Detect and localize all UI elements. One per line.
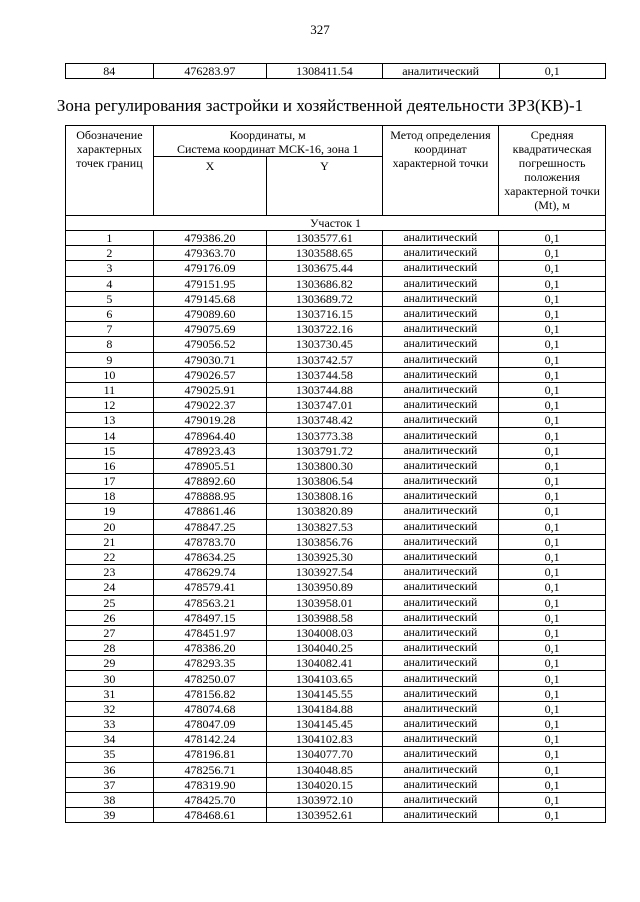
coord-y: 1303748.42 <box>267 413 382 428</box>
coord-x: 479363.70 <box>153 246 266 261</box>
coord-x: 478892.60 <box>153 474 266 489</box>
coord-x: 478563.21 <box>153 595 266 610</box>
coord-x: 478579.41 <box>153 580 266 595</box>
point-number: 37 <box>66 777 154 792</box>
method: аналитический <box>382 306 499 321</box>
point-number: 8 <box>66 337 154 352</box>
coord-x: 478319.90 <box>153 777 266 792</box>
accuracy: 0,1 <box>499 458 606 473</box>
section-title: Зона регулирования застройки и хозяйственной деятельности ЗРЗ(КВ)-1 <box>56 96 584 115</box>
coord-x: 479176.09 <box>153 261 266 276</box>
coord-y: 1304008.03 <box>267 625 382 640</box>
table-row <box>66 549 606 564</box>
coord-y: 1303927.54 <box>267 565 382 580</box>
header-y: Y <box>267 157 382 216</box>
table-row <box>66 686 606 701</box>
accuracy: 0,1 <box>499 337 606 352</box>
coord-x: 478468.61 <box>153 808 266 823</box>
table-row <box>66 732 606 747</box>
coord-x: 478888.95 <box>153 489 266 504</box>
coord-y: 1308411.54 <box>267 64 383 79</box>
table-row <box>66 413 606 428</box>
table-row <box>66 792 606 807</box>
table-row <box>66 322 606 337</box>
method: аналитический <box>382 382 499 397</box>
header-method: Метод определения координат характерной точки <box>382 126 499 216</box>
method: аналитический <box>382 246 499 261</box>
table-row <box>66 747 606 762</box>
coord-y: 1303747.01 <box>267 398 382 413</box>
accuracy: 0,1 <box>499 519 606 534</box>
table-row <box>66 625 606 640</box>
point-number: 16 <box>66 458 154 473</box>
accuracy: 0,1 <box>499 382 606 397</box>
table-row <box>66 701 606 716</box>
accuracy: 0,1 <box>499 701 606 716</box>
accuracy: 0,1 <box>499 610 606 625</box>
coord-y: 1303925.30 <box>267 549 382 564</box>
method: аналитический <box>382 413 499 428</box>
table-row <box>66 474 606 489</box>
point-number: 13 <box>66 413 154 428</box>
table-row <box>66 428 606 443</box>
accuracy: 0,1 <box>499 762 606 777</box>
coord-x: 479075.69 <box>153 322 266 337</box>
point-number: 33 <box>66 717 154 732</box>
coord-x: 479030.71 <box>153 352 266 367</box>
table-row <box>66 762 606 777</box>
coord-x: 478847.25 <box>153 519 266 534</box>
accuracy: 0,1 <box>499 777 606 792</box>
coord-x: 479019.28 <box>153 413 266 428</box>
coord-y: 1303577.61 <box>267 231 382 246</box>
coord-y: 1303588.65 <box>267 246 382 261</box>
coord-y: 1304145.45 <box>267 717 382 732</box>
table-row <box>66 580 606 595</box>
coord-y: 1303716.15 <box>267 306 382 321</box>
accuracy: 0,1 <box>499 246 606 261</box>
coordinates-table <box>65 125 606 823</box>
coord-y: 1303958.01 <box>267 595 382 610</box>
coord-y: 1304048.85 <box>267 762 382 777</box>
accuracy: 0,1 <box>499 792 606 807</box>
coord-x: 478047.09 <box>153 717 266 732</box>
accuracy: 0,1 <box>499 504 606 519</box>
method: аналитический <box>382 519 499 534</box>
coord-x: 478256.71 <box>153 762 266 777</box>
method: аналитический <box>382 291 499 306</box>
accuracy: 0,1 <box>499 549 606 564</box>
table-row <box>66 656 606 671</box>
table-row <box>66 489 606 504</box>
accuracy: 0,1 <box>499 565 606 580</box>
accuracy: 0,1 <box>499 398 606 413</box>
coord-x: 478905.51 <box>153 458 266 473</box>
table-header-row <box>66 126 606 157</box>
point-number: 5 <box>66 291 154 306</box>
point-number: 24 <box>66 580 154 595</box>
point-number: 36 <box>66 762 154 777</box>
point-number: 34 <box>66 732 154 747</box>
method: аналитический <box>382 625 499 640</box>
coord-x: 478156.82 <box>153 686 266 701</box>
coord-y: 1303856.76 <box>267 534 382 549</box>
coord-y: 1304040.25 <box>267 641 382 656</box>
accuracy: 0,1 <box>499 686 606 701</box>
coord-y: 1303972.10 <box>267 792 382 807</box>
method: аналитический <box>382 656 499 671</box>
accuracy: 0,1 <box>499 413 606 428</box>
coord-y: 1303806.54 <box>267 474 382 489</box>
point-number: 4 <box>66 276 154 291</box>
table-row <box>66 337 606 352</box>
table-row <box>66 291 606 306</box>
point-number: 84 <box>66 64 154 79</box>
accuracy: 0,1 <box>499 322 606 337</box>
table-row <box>66 610 606 625</box>
method: аналитический <box>382 671 499 686</box>
coord-x: 479022.37 <box>153 398 266 413</box>
method: аналитический <box>382 489 499 504</box>
coord-x: 478250.07 <box>153 671 266 686</box>
coord-x: 478074.68 <box>153 701 266 716</box>
table-row <box>66 504 606 519</box>
point-number: 6 <box>66 306 154 321</box>
accuracy: 0,1 <box>499 808 606 823</box>
method: аналитический <box>382 231 499 246</box>
coord-y: 1303744.58 <box>267 367 382 382</box>
accuracy: 0,1 <box>499 443 606 458</box>
method: аналитический <box>382 701 499 716</box>
coord-x: 478386.20 <box>153 641 266 656</box>
coord-y: 1303820.89 <box>267 504 382 519</box>
table-row <box>66 458 606 473</box>
table-row <box>66 519 606 534</box>
table-row <box>66 367 606 382</box>
point-number: 20 <box>66 519 154 534</box>
coord-x: 478497.15 <box>153 610 266 625</box>
coord-y: 1303988.58 <box>267 610 382 625</box>
accuracy: 0,1 <box>499 641 606 656</box>
accuracy: 0,1 <box>499 625 606 640</box>
accuracy: 0,1 <box>499 732 606 747</box>
accuracy: 0,1 <box>499 474 606 489</box>
coord-y: 1303952.61 <box>267 808 382 823</box>
accuracy: 0,1 <box>499 717 606 732</box>
method: аналитический <box>382 474 499 489</box>
accuracy: 0,1 <box>499 291 606 306</box>
method: аналитический <box>382 443 499 458</box>
coord-x: 479089.60 <box>153 306 266 321</box>
coord-x: 478629.74 <box>153 565 266 580</box>
point-number: 14 <box>66 428 154 443</box>
point-number: 29 <box>66 656 154 671</box>
point-number: 31 <box>66 686 154 701</box>
coord-x: 478451.97 <box>153 625 266 640</box>
coord-y: 1303675.44 <box>267 261 382 276</box>
table-row <box>66 261 606 276</box>
coord-y: 1303950.89 <box>267 580 382 595</box>
table-row <box>66 534 606 549</box>
accuracy: 0,1 <box>499 352 606 367</box>
coord-x: 478293.35 <box>153 656 266 671</box>
page-number: 327 <box>310 22 330 37</box>
point-number: 10 <box>66 367 154 382</box>
point-number: 39 <box>66 808 154 823</box>
method: аналитический <box>382 276 499 291</box>
table-row <box>66 352 606 367</box>
method: аналитический <box>382 367 499 382</box>
accuracy: 0,1 <box>499 428 606 443</box>
accuracy: 0,1 <box>499 534 606 549</box>
coord-x: 476283.97 <box>153 64 267 79</box>
method: аналитический <box>382 808 499 823</box>
method: аналитический <box>382 534 499 549</box>
point-number: 22 <box>66 549 154 564</box>
point-number: 12 <box>66 398 154 413</box>
method: аналитический <box>382 428 499 443</box>
accuracy: 0,1 <box>499 64 605 79</box>
plot-label: Участок 1 <box>66 216 606 231</box>
point-number: 9 <box>66 352 154 367</box>
coord-y: 1304103.65 <box>267 671 382 686</box>
method: аналитический <box>382 458 499 473</box>
method: аналитический <box>382 747 499 762</box>
plot-row <box>66 216 606 231</box>
table-row <box>66 398 606 413</box>
method: аналитический <box>382 398 499 413</box>
accuracy: 0,1 <box>499 367 606 382</box>
table-row <box>66 565 606 580</box>
coord-y: 1304020.15 <box>267 777 382 792</box>
table-row <box>66 382 606 397</box>
previous-page-table <box>65 63 606 79</box>
point-number: 17 <box>66 474 154 489</box>
accuracy: 0,1 <box>499 276 606 291</box>
coord-x: 478861.46 <box>153 504 266 519</box>
point-number: 11 <box>66 382 154 397</box>
accuracy: 0,1 <box>499 656 606 671</box>
coord-y: 1303689.72 <box>267 291 382 306</box>
table-row <box>66 717 606 732</box>
point-number: 28 <box>66 641 154 656</box>
accuracy: 0,1 <box>499 747 606 762</box>
method: аналитический <box>382 777 499 792</box>
point-number: 21 <box>66 534 154 549</box>
method: аналитический <box>382 337 499 352</box>
coord-y: 1304077.70 <box>267 747 382 762</box>
header-accuracy: Средняя квадратическая погрешность положения характерной точки (Mt), м <box>499 126 606 216</box>
coord-x: 478964.40 <box>153 428 266 443</box>
coord-y: 1303686.82 <box>267 276 382 291</box>
point-number: 19 <box>66 504 154 519</box>
method: аналитический <box>382 717 499 732</box>
table-row <box>66 808 606 823</box>
accuracy: 0,1 <box>499 580 606 595</box>
accuracy: 0,1 <box>499 306 606 321</box>
method: аналитический <box>382 504 499 519</box>
coord-x: 479026.57 <box>153 367 266 382</box>
coord-y: 1303791.72 <box>267 443 382 458</box>
table-row <box>66 306 606 321</box>
method: аналитический <box>382 792 499 807</box>
header-designation: Обозначение характерных точек границ <box>66 126 154 216</box>
coord-x: 478783.70 <box>153 534 266 549</box>
header-coord-system: Система координат МСК-16, зона 1 <box>176 142 359 156</box>
coord-x: 478196.81 <box>153 747 266 762</box>
accuracy: 0,1 <box>499 595 606 610</box>
coord-x: 478923.43 <box>153 443 266 458</box>
table-row <box>66 246 606 261</box>
point-number: 27 <box>66 625 154 640</box>
table-row <box>66 641 606 656</box>
method: аналитический <box>382 595 499 610</box>
table-row <box>66 443 606 458</box>
point-number: 3 <box>66 261 154 276</box>
method: аналитический <box>382 610 499 625</box>
table-row <box>66 276 606 291</box>
coord-y: 1304184.88 <box>267 701 382 716</box>
coord-y: 1304102.83 <box>267 732 382 747</box>
accuracy: 0,1 <box>499 231 606 246</box>
method: аналитический <box>382 322 499 337</box>
point-number: 15 <box>66 443 154 458</box>
table-row <box>66 231 606 246</box>
table-row <box>66 64 606 79</box>
point-number: 7 <box>66 322 154 337</box>
method: аналитический <box>382 352 499 367</box>
coord-x: 479025.91 <box>153 382 266 397</box>
coord-x: 479056.52 <box>153 337 266 352</box>
point-number: 35 <box>66 747 154 762</box>
method: аналитический <box>382 762 499 777</box>
method: аналитический <box>382 732 499 747</box>
point-number: 23 <box>66 565 154 580</box>
accuracy: 0,1 <box>499 489 606 504</box>
method: аналитический <box>382 686 499 701</box>
point-number: 25 <box>66 595 154 610</box>
coord-y: 1304145.55 <box>267 686 382 701</box>
coord-y: 1303730.45 <box>267 337 382 352</box>
coord-y: 1303722.16 <box>267 322 382 337</box>
point-number: 26 <box>66 610 154 625</box>
coord-x: 479145.68 <box>153 291 266 306</box>
method: аналитический <box>382 580 499 595</box>
method: аналитический <box>382 549 499 564</box>
table-row <box>66 777 606 792</box>
method: аналитический <box>382 261 499 276</box>
point-number: 1 <box>66 231 154 246</box>
accuracy: 0,1 <box>499 261 606 276</box>
header-coordinates-label: Координаты, м <box>229 128 306 142</box>
accuracy: 0,1 <box>499 671 606 686</box>
coord-y: 1303744.88 <box>267 382 382 397</box>
point-number: 38 <box>66 792 154 807</box>
method: аналитический <box>382 641 499 656</box>
coord-x: 478425.70 <box>153 792 266 807</box>
point-number: 18 <box>66 489 154 504</box>
point-number: 32 <box>66 701 154 716</box>
coord-y: 1303827.53 <box>267 519 382 534</box>
point-number: 2 <box>66 246 154 261</box>
table-row <box>66 671 606 686</box>
point-number: 30 <box>66 671 154 686</box>
coord-y: 1303808.16 <box>267 489 382 504</box>
coord-x: 478142.24 <box>153 732 266 747</box>
method: аналитический <box>382 64 499 79</box>
header-coordinates <box>153 126 382 157</box>
table-row <box>66 595 606 610</box>
coord-y: 1303800.30 <box>267 458 382 473</box>
method: аналитический <box>382 565 499 580</box>
coord-y: 1303742.57 <box>267 352 382 367</box>
coord-x: 479151.95 <box>153 276 266 291</box>
header-x: X <box>153 157 266 216</box>
coord-y: 1303773.38 <box>267 428 382 443</box>
coord-y: 1304082.41 <box>267 656 382 671</box>
coord-x: 478634.25 <box>153 549 266 564</box>
coord-x: 479386.20 <box>153 231 266 246</box>
